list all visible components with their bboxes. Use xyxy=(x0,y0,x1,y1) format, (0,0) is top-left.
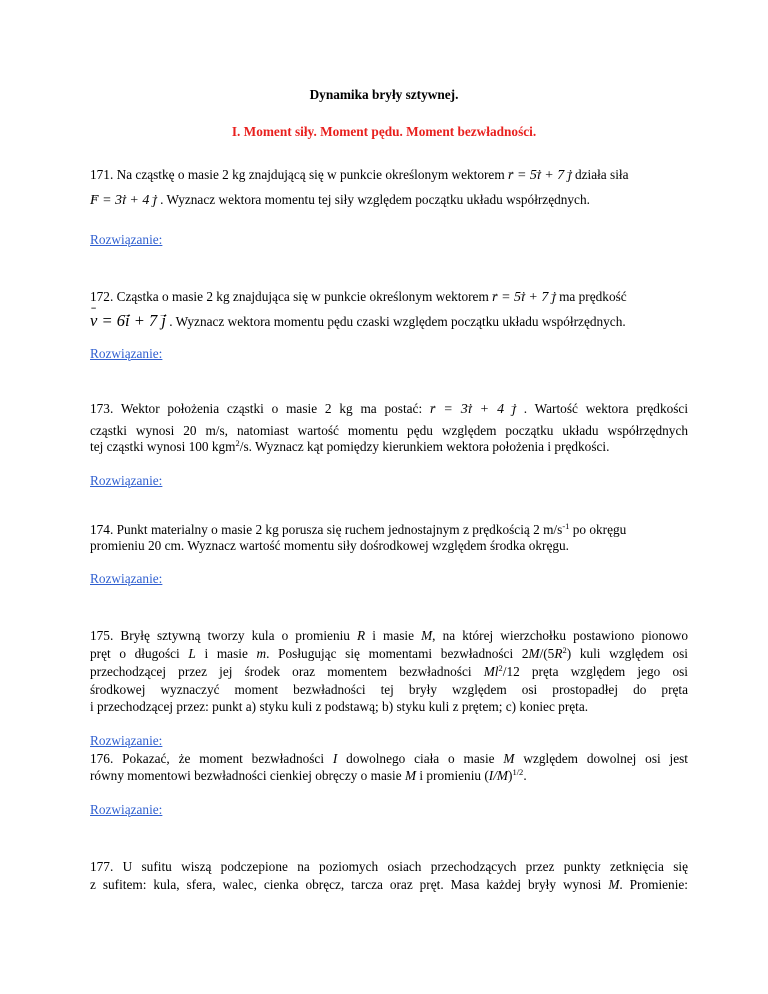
equation-position-vector: → r = 3→ i + 4 → j xyxy=(430,402,516,417)
equation-force-vector: → F = 3→ i + 4 → j xyxy=(90,193,157,208)
problem-176-line-1: 176. Pokazać, że moment bezwładności I dowolnego ciała o masie M względem dowolnej osi jest xyxy=(90,751,689,766)
solution-link-174[interactable]: Rozwiązanie: xyxy=(90,571,163,586)
document-title: Dynamika bryły sztywnej. xyxy=(309,87,459,102)
equation-position-vector: → r = 5→ i + 7 → j xyxy=(508,168,572,183)
solution-link-176[interactable]: Rozwiązanie: xyxy=(90,802,163,817)
problem-175-line-1: 175. Bryłę sztywną tworzy kula o promieniu R i masie M, na której wierzchołku postawiono pionowo xyxy=(90,628,688,643)
problem-172-line-2: ˉ v = 6→ i + 7 → j . Wyznacz wektora momentu pędu czaski względem początku układu współrzędnych. xyxy=(90,313,688,330)
solution-link-171[interactable]: Rozwiązanie: xyxy=(90,232,163,247)
problem-173-line-3: tej cząstki wynosi 100 kgm$^2$/s. Wyznacz kąt pomiędzy kierunkiem wektora położenia i prędkości. xyxy=(90,438,610,454)
problem-171-line-1: 171. Na cząstkę o masie 2 kg znajdującą się w punkcie określonym wektorem → r = 5→ i + 7 → j działa siła xyxy=(90,167,688,184)
solution-link-172[interactable]: Rozwiązanie: xyxy=(90,346,163,361)
equation-velocity-vector: ˉ v = 6→ i + 7 → j xyxy=(90,311,166,330)
problem-173-line-2: cząstki wynosi 20 m/s, natomiast wartość momentu pędu względem początku układu współrzędnych xyxy=(90,423,688,438)
problem-175-line-3: przechodzącej przez jej środek oraz momentem bezwładności Ml$^2$/12 pręta względem jego osi xyxy=(90,663,688,679)
problem-175-line-2: pręt o długości L i masie m. Posługując się momentami bezwładności $2M/(5R^2)$ kuli względem osi xyxy=(90,645,689,661)
problem-172-line-1: 172. Cząstka o masie 2 kg znajdująca się w punkcie określonym wektorem → r = 5→ i + 7 → j ma prędkość xyxy=(90,289,688,306)
problem-174-line-2: promieniu 20 cm. Wyznacz wartość momentu siły dośrodkowej względem środka okręgu. xyxy=(90,538,569,553)
problem-175-line-4: środkowej wyznaczyć moment bezwładności tej bryły względem osi prostopadłej do pręta xyxy=(90,682,688,697)
equation-position-vector: → r = 5→ i + 7 → j xyxy=(492,290,556,305)
problem-171-line-2: → F = 3→ i + 4 → j . Wyznacz wektora momentu tej siły względem początku układu współrzędnych. xyxy=(90,192,688,209)
problem-177-line-2: z sufitem: kula, sfera, walec, cienka obręcz, tarcza oraz pręt. Masa każdej bryły wynosi M. Promienie: xyxy=(90,877,688,892)
problem-176-line-2: równy momentowi bezwładności cienkiej obręczy o masie M i promieniu $(I/M)^{1/2}$. xyxy=(90,767,527,783)
problem-174-line-1: 174. Punkt materialny o masie 2 kg porusza się ruchem jednostajnym z prędkością 2 $m/s^{-1}$ po okręgu xyxy=(90,521,627,537)
section-heading: I. Moment siły. Moment pędu. Moment bezwładności. xyxy=(231,124,537,139)
solution-link-173[interactable]: Rozwiązanie: xyxy=(90,473,163,488)
problem-177-line-1: 177. U sufitu wiszą podczepione na poziomych osiach przechodzących przez punkty zetknięcia się xyxy=(90,859,688,874)
problem-175-line-5: i przechodzącej przez: punkt a) styku kuli z podstawą; b) styku kuli z prętem; c) koniec pręta. xyxy=(90,699,589,714)
problem-173-line-1: 173. Wektor położenia cząstki o masie 2 kg ma postać: → r = 3→ i + 4 → j . Wartość wektora prędkości xyxy=(90,401,688,418)
solution-link-175[interactable]: Rozwiązanie: xyxy=(90,733,163,748)
